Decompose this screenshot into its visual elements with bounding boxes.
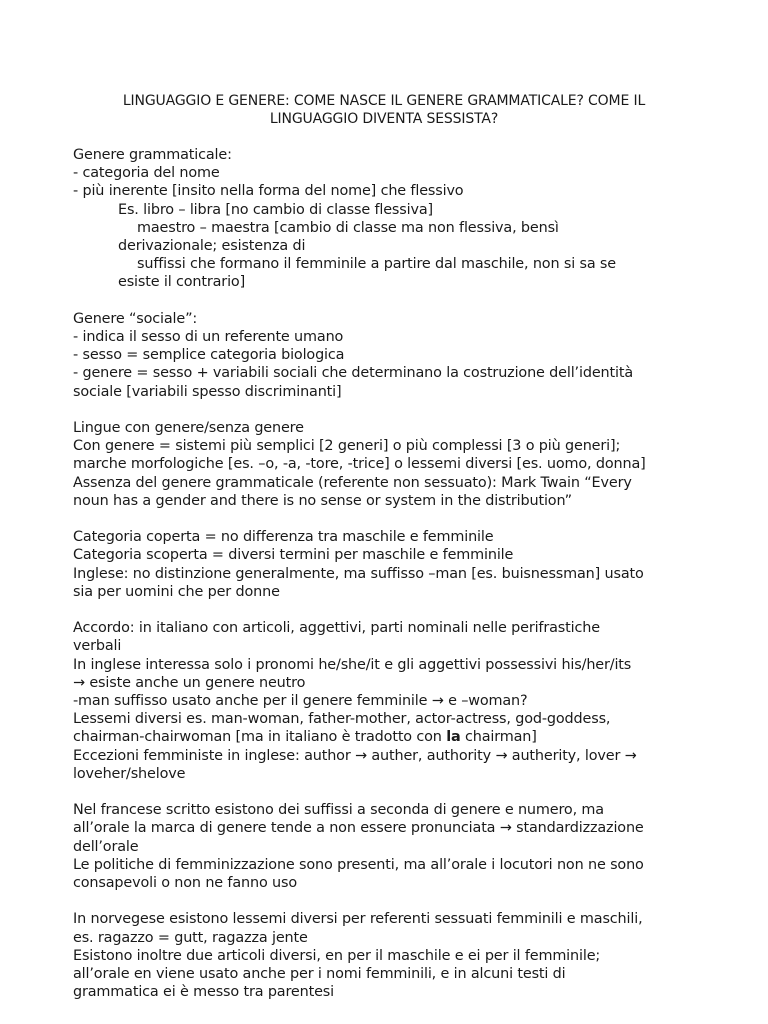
text-line: Inglese: no distinzione generalmente, ma suffisso –man [es. buisnessman] usato (73, 565, 644, 582)
text-line: Le politiche di femminizzazione sono presenti, ma all’orale i locutori non ne sono (73, 856, 644, 873)
section-categoria (73, 528, 713, 601)
text-line: Categoria coperta = no differenza tra maschile e femminile (73, 529, 494, 546)
text-line: derivazionale; esistenza di (118, 238, 306, 255)
text-line: Accordo: in italiano con articoli, aggettivi, parti nominali nelle perifrastiche (73, 620, 600, 637)
text-line: - indica il sesso di un referente umano (73, 329, 344, 346)
text-line: - sesso = semplice categoria biologica (73, 347, 345, 364)
text-line: - più inerente [insito nella forma del nome] che flessivo (73, 183, 464, 200)
text-line: Eccezioni femministe in inglese: author → auther, authority → autherity, lover → (73, 747, 637, 764)
document-title (60, 92, 708, 128)
text-line: - genere = sesso + variabili sociali che determinano la costruzione dell’identità (73, 365, 633, 382)
text-line: maestro – maestra [cambio di classe ma non flessiva, bensì (137, 219, 559, 236)
section-genere-sociale (73, 310, 713, 401)
text-line: verbali (73, 638, 122, 655)
bold-word: la (446, 729, 461, 746)
section-norvegese (73, 910, 713, 1001)
text-line: consapevoli o non ne fanno uso (73, 875, 298, 892)
paragraph-gap (73, 292, 713, 310)
title-line: LINGUAGGIO DIVENTA SESSISTA? (269, 111, 499, 128)
section-heading: Genere grammaticale: (73, 147, 232, 163)
text-line: esiste il contrario] (118, 274, 246, 291)
text-line: marche morfologiche [es. –o, -a, -tore, -trice] o lessemi diversi [es. uomo, donna] (73, 456, 646, 473)
text-line: In inglese interessa solo i pronomi he/she/it e gli aggettivi possessivi his/her/its (73, 656, 632, 673)
text-line: loveher/shelove (73, 765, 186, 782)
text-line: Es. libro – libra [no cambio di classe flessiva] (118, 201, 433, 218)
text-line: all’orale la marca di genere tende a non essere pronunciata → standardizzazione (73, 820, 644, 837)
text-line: Assenza del genere grammaticale (referente non sessuato): Mark Twain “Every (73, 474, 632, 491)
section-francese (73, 801, 713, 892)
text-line: Lessemi diversi es. man-woman, father-mother, actor-actress, god-goddess, (73, 711, 611, 728)
section-heading: Genere “sociale”: (73, 310, 198, 327)
section-lingue-genere (73, 419, 713, 510)
paragraph-gap (73, 783, 713, 801)
text-line: Esistono inoltre due articoli diversi, en per il maschile e ei per il femminile; (73, 947, 601, 964)
text-line: sociale [variabili spesso discriminanti] (73, 383, 342, 400)
paragraph-gap (73, 601, 713, 619)
text-line: - categoria del nome (73, 165, 220, 182)
paragraph-gap (73, 510, 713, 528)
text-line: In norvegese esistono lessemi diversi per referenti sessuati femminili e maschili, (73, 911, 643, 928)
text-span: chairman] (460, 729, 537, 746)
text-line: Lingue con genere/senza genere (73, 420, 304, 437)
text-line: Nel francese scritto esistono dei suffissi a seconda di genere e numero, ma (73, 802, 604, 819)
title-line: LINGUAGGIO E GENERE: COME NASCE IL GENERE GRAMMATICALE? COME IL (122, 93, 646, 109)
text-line: Categoria scoperta = diversi termini per maschile e femminile (73, 547, 514, 564)
text-line: Con genere = sistemi più semplici [2 generi] o più complessi [3 o più generi]; (73, 438, 621, 455)
section-accordo (73, 619, 713, 783)
text-line: dell’orale (73, 838, 139, 855)
text-line: es. ragazzo = gutt, ragazza jente (73, 929, 308, 946)
text-line: → esiste anche un genere neutro (73, 674, 306, 691)
text-line: grammatica ei è messo tra parentesi (73, 984, 334, 1001)
text-line: noun has a gender and there is no sense or system in the distribution” (73, 492, 572, 509)
text-line (73, 728, 713, 746)
document-body (73, 146, 713, 1001)
section-genere-grammaticale (73, 146, 713, 292)
text-line: suffissi che formano il femminile a partire dal maschile, non si sa se (137, 256, 616, 273)
text-line: sia per uomini che per donne (73, 583, 280, 600)
text-line: -man suffisso usato anche per il genere femminile → e –woman? (73, 693, 528, 710)
paragraph-gap (73, 892, 713, 910)
paragraph-gap (73, 401, 713, 419)
text-line: all’orale en viene usato anche per i nomi femminili, e in alcuni testi di (73, 966, 566, 983)
text-span: chairman-chairwoman [ma in italiano è tradotto con (73, 729, 447, 746)
